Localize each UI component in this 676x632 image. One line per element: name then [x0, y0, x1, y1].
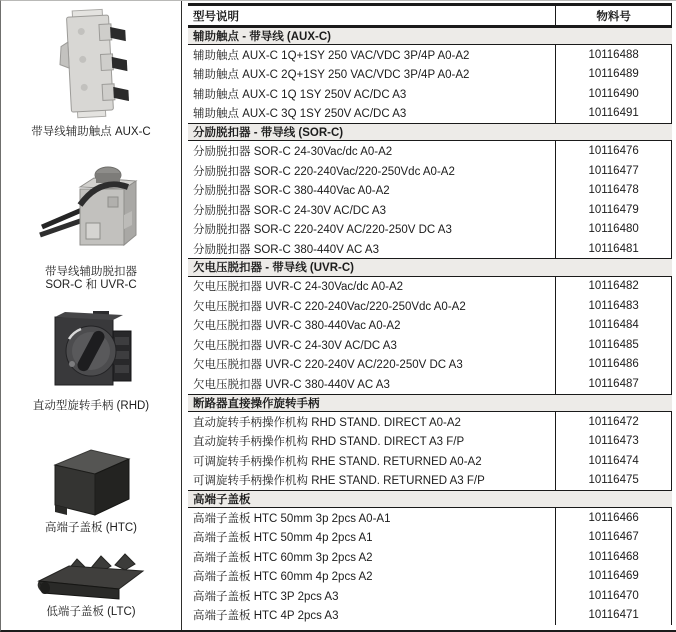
table-row — [188, 219, 672, 239]
table-row — [188, 355, 672, 375]
model-description: 直动旋转手柄操作机构 RHD STAND. DIRECT A3 F/P — [193, 436, 465, 448]
section-aux-c — [188, 27, 672, 123]
table-header-row — [188, 6, 672, 27]
model-description: 欠电压脱扣器 UVR-C 380-440Vac A0-A2 — [193, 320, 401, 333]
model-description: 分励脱扣器 SOR-C 220-240V AC/220-250V DC A3 — [193, 224, 452, 237]
model-description: 高端子盖板 HTC 50mm 3p 2pcs A0-A1 — [193, 512, 391, 525]
table-row — [188, 451, 672, 471]
part-number: 10116491 — [555, 104, 671, 124]
table-row — [188, 527, 672, 547]
table-row — [188, 412, 672, 432]
section-header: 欠电压脱扣器 - 带导线 (UVR-C) — [188, 258, 672, 276]
table-row — [188, 470, 672, 490]
part-number: 10116480 — [555, 219, 671, 239]
part-number: 10116484 — [555, 316, 671, 336]
table-row — [188, 65, 672, 85]
table-row — [188, 296, 672, 316]
part-number: 10116485 — [555, 335, 671, 355]
sidebar-item-rhd — [1, 307, 181, 413]
part-number: 10116475 — [555, 470, 671, 490]
sidebar-caption-ltc: 低端子盖板 (LTC) — [46, 606, 136, 618]
part-number: 10116474 — [555, 451, 671, 471]
model-description: 分励脱扣器 SOR-C 24-30V AC/DC A3 — [193, 204, 386, 217]
table-row — [188, 277, 672, 297]
part-number: 10116478 — [555, 180, 671, 200]
sidebar-item-ltc — [1, 553, 181, 619]
rhd-product-image — [39, 307, 143, 395]
table-row — [188, 239, 672, 259]
model-description: 分励脱扣器 SOR-C 380-440V AC A3 — [193, 243, 379, 256]
table-row — [188, 374, 672, 394]
table-row — [188, 104, 672, 124]
model-description: 直动旋转手柄操作机构 RHD STAND. DIRECT A0-A2 — [193, 416, 461, 429]
model-description: 高端子盖板 HTC 3P 2pcs A3 — [193, 590, 339, 603]
htc-product-image — [41, 441, 141, 517]
sidebar-caption-htc: 高端子盖板 (HTC) — [45, 522, 137, 534]
column-header-part-number: 物料号 — [555, 6, 671, 25]
table-row — [188, 180, 672, 200]
table-row — [188, 566, 672, 586]
model-description: 高端子盖板 HTC 50mm 4p 2pcs A1 — [193, 532, 373, 545]
table-row — [188, 547, 672, 567]
sor-uvr-product-image — [36, 161, 146, 261]
column-header-model: 型号说明 — [193, 10, 239, 23]
table-row — [188, 84, 672, 104]
part-number: 10116483 — [555, 296, 671, 316]
model-description: 辅助触点 AUX-C 1Q+1SY 250 VAC/VDC 3P/4P A0-A2 — [193, 49, 470, 62]
model-description: 辅助触点 AUX-C 3Q 1SY 250V AC/DC A3 — [193, 108, 407, 121]
model-description: 可调旋转手柄操作机构 RHE STAND. RETURNED A3 F/P — [193, 475, 485, 487]
sidebar-caption-sor-uvr-line2: SOR-C 和 UVR-C — [45, 279, 137, 291]
sidebar-caption-aux-c: 带导线辅助触点 AUX-C — [31, 126, 151, 138]
table-row — [188, 508, 672, 528]
section-uvr-c — [188, 258, 672, 393]
model-description: 欠电压脱扣器 UVR-C 24-30Vac/dc A0-A2 — [193, 281, 404, 294]
part-number: 10116470 — [555, 586, 671, 606]
model-description: 分励脱扣器 SOR-C 380-440Vac A0-A2 — [193, 185, 390, 198]
section-header: 分励脱扣器 - 带导线 (SOR-C) — [188, 123, 672, 141]
part-number: 10116476 — [555, 141, 671, 161]
part-number: 10116473 — [555, 431, 671, 451]
part-number: 10116479 — [555, 200, 671, 220]
model-description: 高端子盖板 HTC 60mm 4p 2pcs A2 — [193, 571, 373, 584]
table-row — [188, 431, 672, 451]
model-description: 可调旋转手柄操作机构 RHE STAND. RETURNED A0-A2 — [193, 455, 482, 468]
section-sor-c — [188, 123, 672, 258]
table-row — [188, 45, 672, 65]
part-number: 10116486 — [555, 355, 671, 375]
table-row — [188, 316, 672, 336]
part-number: 10116472 — [555, 412, 671, 432]
part-number: 10116489 — [555, 65, 671, 85]
part-number: 10116481 — [555, 239, 671, 259]
part-number: 10116482 — [555, 277, 671, 297]
sidebar-caption-rhd: 直动型旋转手柄 (RHD) — [32, 400, 150, 412]
section-header: 高端子盖板 — [188, 490, 672, 508]
model-description: 分励脱扣器 SOR-C 220-240Vac/220-250Vdc A0-A2 — [193, 165, 455, 178]
aux-c-product-image — [45, 7, 137, 121]
model-description: 欠电压脱扣器 UVR-C 24-30V AC/DC A3 — [193, 339, 397, 352]
table-row — [188, 200, 672, 220]
part-number: 10116471 — [555, 605, 671, 625]
model-description: 分励脱扣器 SOR-C 24-30Vac/dc A0-A2 — [193, 146, 393, 159]
table-row — [188, 605, 672, 625]
model-description: 欠电压脱扣器 UVR-C 220-240Vac/220-250Vdc A0-A2 — [193, 300, 466, 313]
model-description: 欠电压脱扣器 UVR-C 220-240V AC/220-250V DC A3 — [193, 359, 463, 372]
table-row — [188, 161, 672, 181]
sidebar-item-aux-c — [1, 7, 181, 139]
sidebar-item-sor-uvr — [1, 161, 181, 292]
table-row — [188, 586, 672, 606]
product-image-sidebar — [1, 1, 182, 631]
model-description: 欠电压脱扣器 UVR-C 380-440V AC A3 — [193, 378, 390, 391]
model-description: 辅助触点 AUX-C 1Q 1SY 250V AC/DC A3 — [193, 88, 407, 101]
model-description: 高端子盖板 HTC 60mm 3p 2pcs A2 — [193, 551, 373, 564]
table-row — [188, 141, 672, 161]
part-number: 10116466 — [555, 508, 671, 528]
ltc-product-image — [29, 553, 153, 601]
parts-catalog-table — [188, 3, 672, 625]
part-number: 10116477 — [555, 161, 671, 181]
section-header: 断路器直接操作旋转手柄 — [188, 394, 672, 412]
part-number: 10116488 — [555, 45, 671, 65]
sidebar-caption-sor-uvr-line1: 带导线辅助脱扣器 — [45, 266, 137, 278]
part-number: 10116469 — [555, 566, 671, 586]
sidebar-item-htc — [1, 441, 181, 535]
part-number: 10116467 — [555, 527, 671, 547]
section-header: 辅助触点 - 带导线 (AUX-C) — [188, 27, 672, 45]
part-number: 10116468 — [555, 547, 671, 567]
table-row — [188, 335, 672, 355]
model-description: 辅助触点 AUX-C 2Q+1SY 250 VAC/VDC 3P/4P A0-A2 — [193, 69, 470, 82]
section-rotary-handle — [188, 394, 672, 490]
model-description: 高端子盖板 HTC 4P 2pcs A3 — [193, 610, 339, 623]
section-htc — [188, 490, 672, 625]
part-number: 10116490 — [555, 84, 671, 104]
part-number: 10116487 — [555, 374, 671, 394]
